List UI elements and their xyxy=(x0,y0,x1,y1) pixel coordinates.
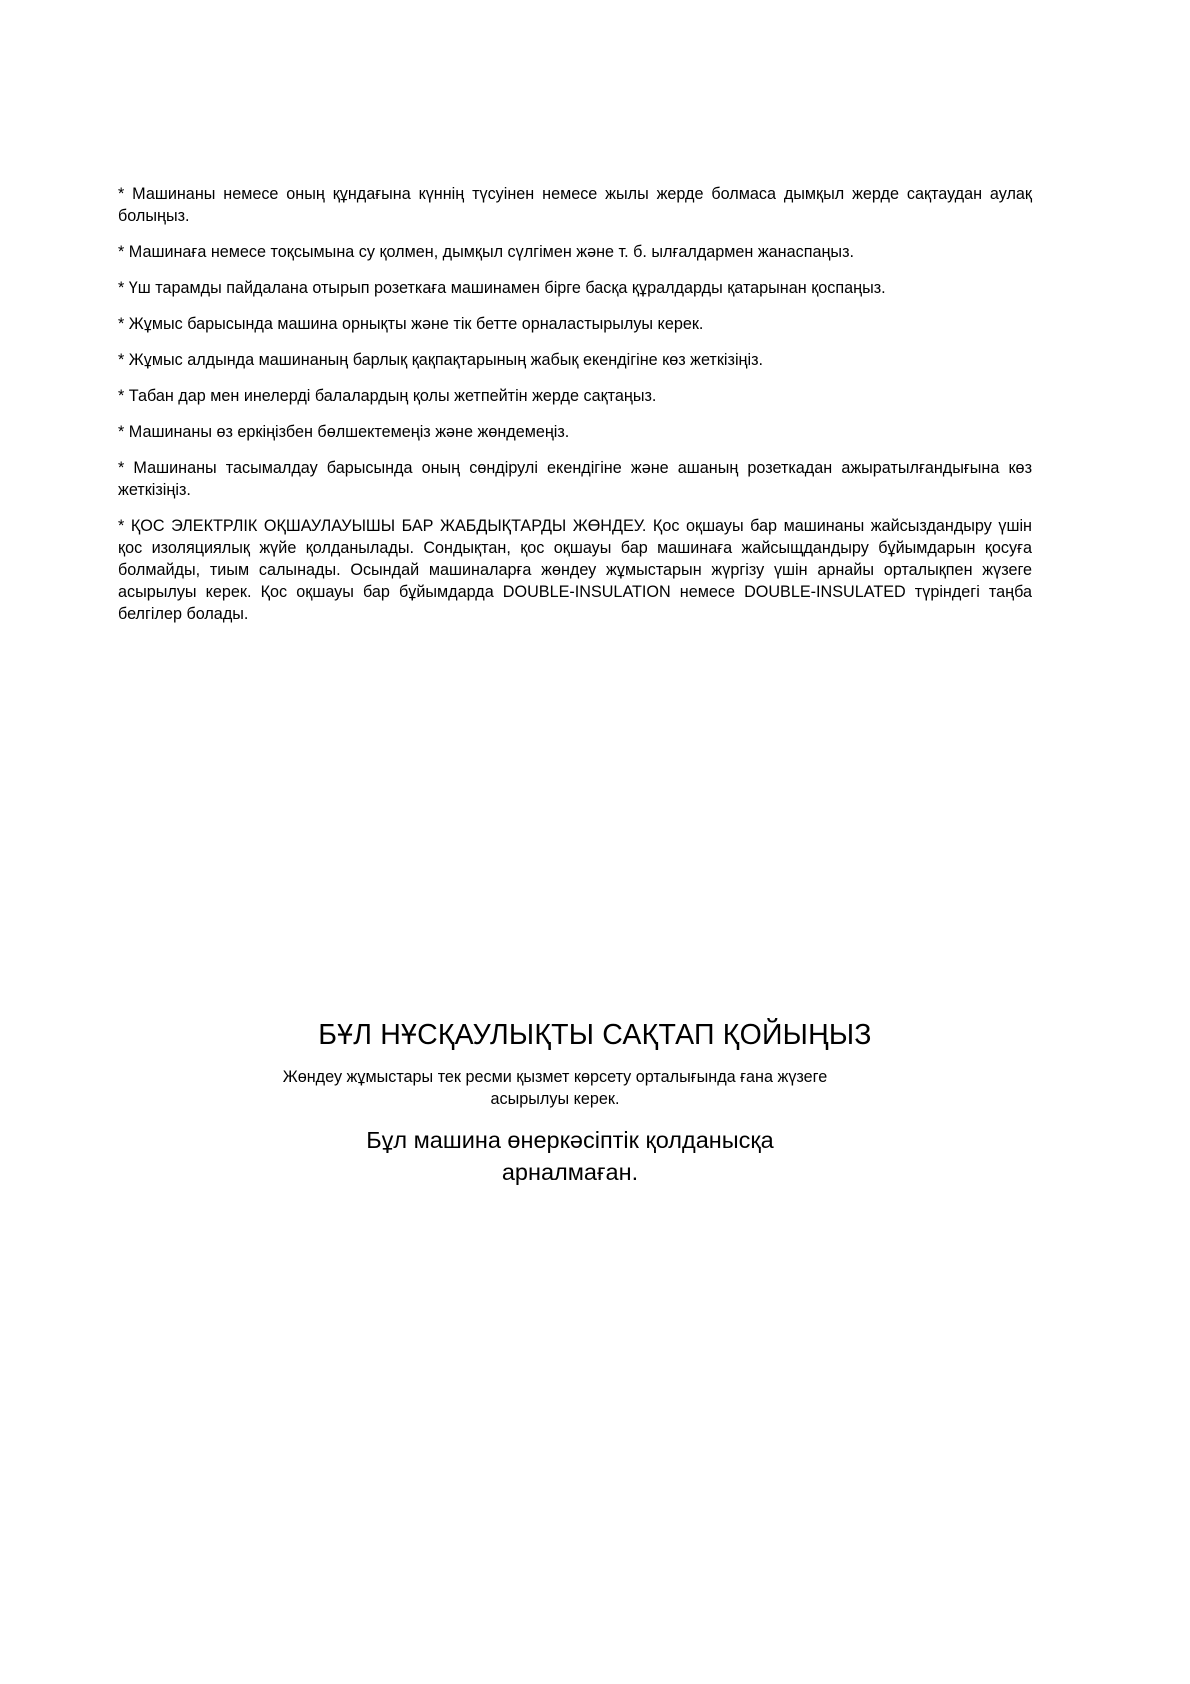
safety-item-power-strip: * Үш тарамды пайдалана отырып розеткаға машинамен бірге басқа құралдарды қатарынан қоспаңыз. xyxy=(118,279,886,297)
safety-item-moisture: * Машинаға немесе тоқсымына су қолмен, дымқыл сүлгімен және т. б. ылғалдармен жанаспаңыз. xyxy=(118,243,854,261)
non-industrial-use-note: Бұл машина өнеркәсіптік қолданысқа арналмаған. xyxy=(366,1127,774,1185)
safety-item-double-insulation: * ҚОС ЭЛЕКТРЛІК ОҚШАУЛАУЫШЫ БАР ЖАБДЫҚТАРДЫ ЖӨНДЕУ. Қос оқшауы бар машинаны жайсыздандыру үшін қос изоляциялық жүйе қолданылады. Сондықтан, қос оқшауы бар машинаға жайсыщдандыру бұйымдарын қосуға болмайды, тиым салынады. Осындай машиналарға жөндеу жұмыстарын жүргізу үшін арнайы орталықпен жүзеге асырылуы керек. Қос оқшауы бар бұйымдарда DOUBLE-INSULATION немесе DOUBLE-INSULATED түріндегі таңба белгілер болады. xyxy=(118,517,1032,623)
safety-item-covers-closed: * Жұмыс алдында машинаның барлық қақпақтарының жабық екендігіне көз жеткізіңіз. xyxy=(118,351,764,369)
safety-instructions-list xyxy=(118,183,1032,639)
safety-item-transport: * Машинаны тасымалдау барысында оның сөндірулі екендігіне және ашаның розеткадан ажыратылғандығына көз жеткізіңіз. xyxy=(118,459,1032,499)
safety-item-stable-surface: * Жұмыс барысында машина орнықты және тік бетте орналастырылуы керек. xyxy=(118,315,704,333)
service-center-note: Жөндеу жұмыстары тек ресми қызмет көрсету орталығында ғана жүзеге асырылуы керек. xyxy=(282,1068,828,1108)
safety-item-children: * Табан дар мен инелерді балалардың қолы жетпейтін жерде сақтаңыз. xyxy=(118,387,657,405)
safety-item-no-disassembly: * Машинаны өз еркіңізбен бөлшектемеңіз және жөндемеңіз. xyxy=(118,423,570,441)
safety-item-storage: * Машинаны немесе оның құндағына күннің түсуінен немесе жылы жерде болмаса дымқыл жерде сақтаудан аулақ болыңыз. xyxy=(118,185,1032,225)
save-instructions-title: БҰЛ НҰСҚАУЛЫҚТЫ САҚТАП ҚОЙЫҢЫЗ xyxy=(318,1019,872,1051)
